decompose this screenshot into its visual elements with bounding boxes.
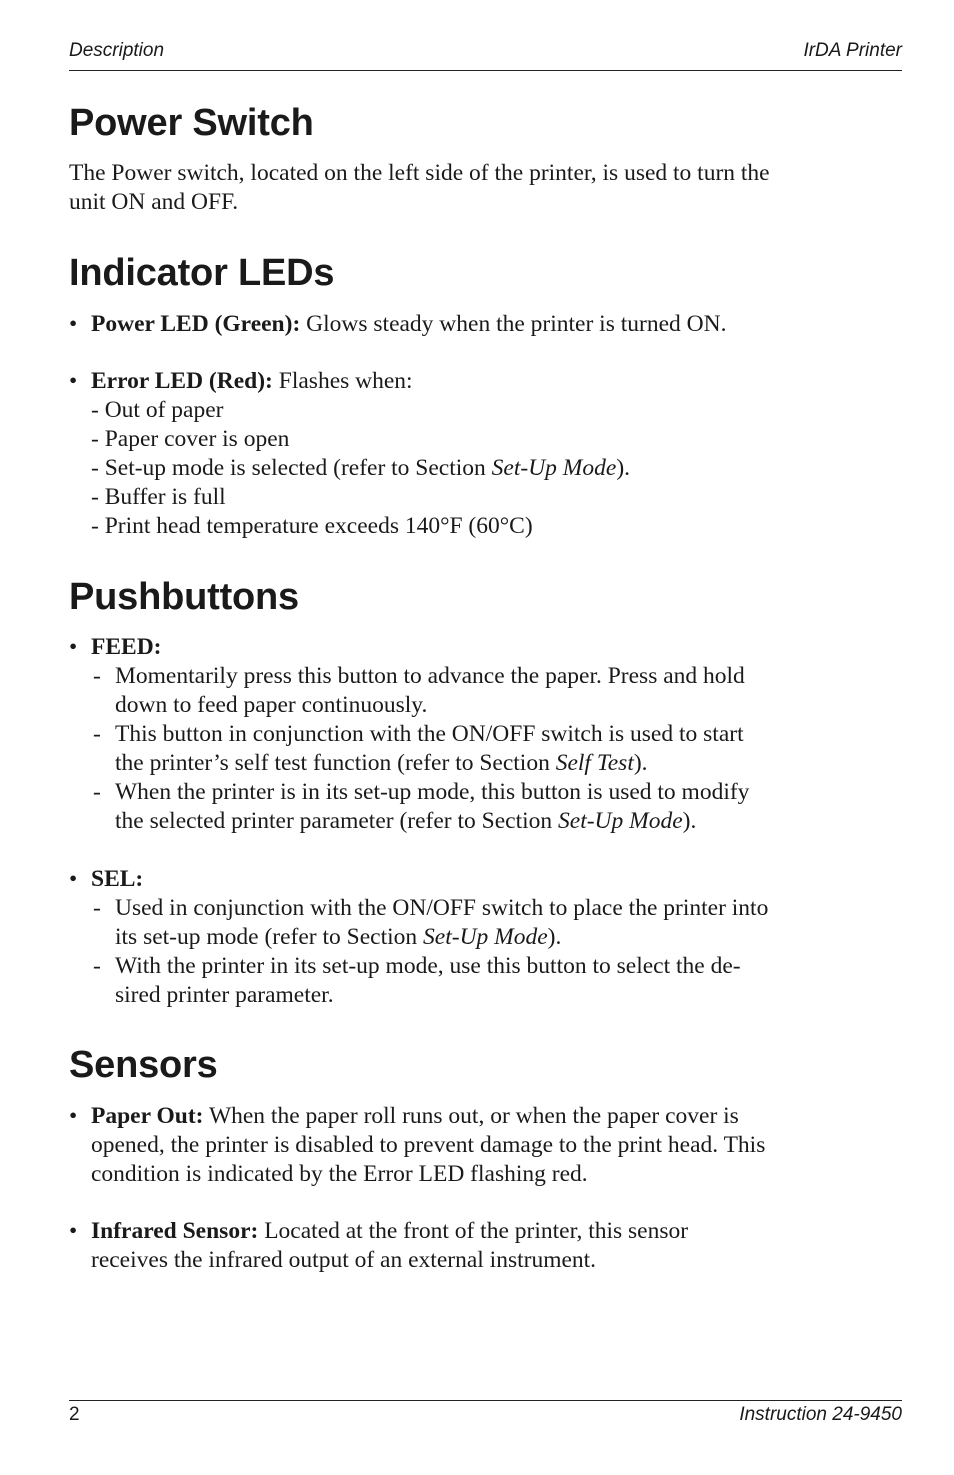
power-led-label: Power LED (Green): [91, 311, 301, 337]
error-condition-buffer-full: - Buffer is full [91, 484, 226, 510]
sel-subitem-setup: - Used in conjunction with the ON/OFF switch to place the printer into its set-up mode (refer to Section Set-Up Mode). [93, 895, 769, 950]
feed-subitem-advance: - Momentarily press this button to advance the paper. Press and hold down to feed paper continuously. [93, 663, 745, 718]
section-ref-setup-mode: Set-Up Mode [491, 455, 617, 481]
bullet: • [69, 311, 78, 337]
heading-sensors: Sensors [69, 1044, 218, 1086]
error-condition-out-of-paper: - Out of paper [91, 397, 224, 423]
header-product: IrDA Printer [803, 40, 902, 61]
page-number: 2 [69, 1404, 80, 1425]
paper-out-label: Paper Out: [91, 1103, 204, 1129]
feed-subitem-self-test: - This button in conjunction with the ON/OFF switch is used to start the printer’s self test function (refer to Section Self Test). [93, 721, 744, 776]
bullet: • [69, 1218, 78, 1244]
paper-out-item: • Paper Out: When the paper roll runs out, or when the paper cover is opened, the printer is disabled to prevent damage to the print head. This condition is indicated by the Error LED flashing red. [69, 1103, 766, 1187]
manual-page [69, 0, 902, 1475]
error-led-label: Error LED (Red): [91, 368, 273, 394]
bullet: • [69, 866, 78, 892]
power-led-text: Glows steady when the printer is turned ON. [300, 311, 727, 337]
heading-indicator-leds: Indicator LEDs [69, 252, 335, 294]
sel-item [69, 865, 902, 1010]
power-led-item [69, 310, 902, 339]
sel-subitem-select: - With the printer in its set-up mode, use this button to select the de- sired printer parameter. [93, 953, 741, 1008]
feed-subitem-modify: - When the printer is in its set-up mode, this button is used to modify the selected printer parameter (refer to Section Set-Up Mode). [93, 779, 750, 834]
error-led-item [69, 367, 902, 541]
heading-pushbuttons: Pushbuttons [69, 576, 299, 618]
bullet: • [69, 634, 78, 660]
infrared-sensor-item: • Infrared Sensor: Located at the front of the printer, this sensor receives the infrared output of an external instrument. [69, 1218, 689, 1273]
heading-power-switch: Power Switch [69, 102, 314, 144]
document-id: Instruction 24-9450 [739, 1404, 902, 1425]
feed-label: FEED: [91, 634, 162, 660]
header-section: Description [69, 40, 165, 61]
sel-label: SEL: [91, 866, 144, 892]
section-ref-setup-mode: Set-Up Mode [558, 808, 683, 834]
header-rule [69, 70, 902, 71]
section-ref-setup-mode: Set-Up Mode [423, 924, 548, 950]
error-led-text: Flashes when: [272, 368, 413, 394]
bullet: • [69, 368, 78, 394]
bullet: • [69, 1103, 78, 1129]
power-switch-line-2: unit ON and OFF. [69, 189, 239, 215]
power-switch-line-1: The Power switch, located on the left side of the printer, is used to turn the [69, 160, 770, 186]
infrared-sensor-label: Infrared Sensor: [91, 1218, 259, 1244]
feed-item [69, 633, 902, 836]
section-ref-self-test: Self Test [555, 750, 634, 776]
power-switch-paragraph [69, 159, 902, 217]
error-condition-setup-mode: - Set-up mode is selected (refer to Section Set-Up Mode). [91, 455, 631, 481]
footer-rule [69, 1400, 902, 1401]
error-condition-temperature: - Print head temperature exceeds 140°F (60°C) [91, 513, 533, 539]
error-condition-cover-open: - Paper cover is open [91, 426, 290, 452]
